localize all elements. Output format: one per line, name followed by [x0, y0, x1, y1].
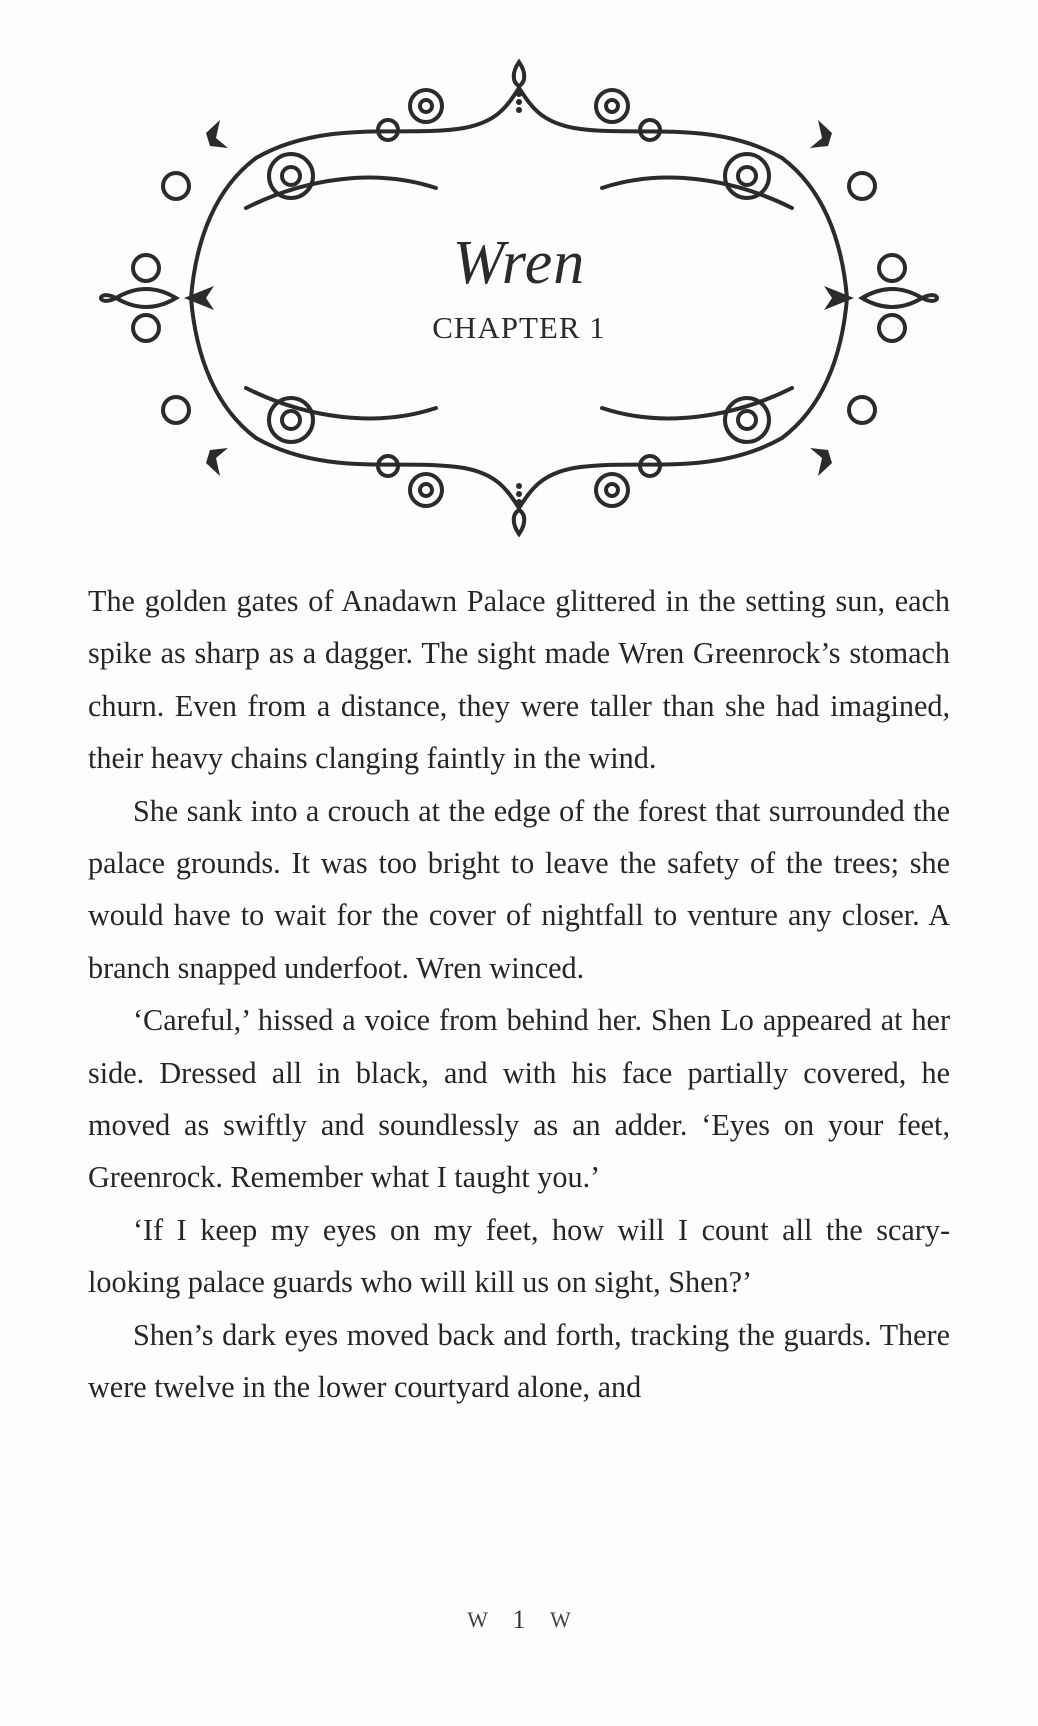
- paragraph: Shen’s dark eyes moved back and forth, tracking the guards. There were twelve in the lower courtyard alone, and: [88, 1317, 950, 1405]
- chapter-body: [88, 575, 950, 1414]
- page-number: 1: [512, 1605, 526, 1635]
- paragraph: ‘If I keep my eyes on my feet, how will I count all the scary-looking palace guards who will kill us on sight, Shen?’: [88, 1212, 950, 1300]
- paragraph: She sank into a crouch at the edge of the forest that surrounded the palace grounds. It was too bright to leave the safety of the trees; she would have to wait for the cover of nightfall to venture any closer. A branch snapped underfoot. Wren winced.: [88, 793, 950, 985]
- folio-right-ornament: W: [550, 1607, 571, 1633]
- page-footer: [0, 1603, 1038, 1635]
- paragraph: The golden gates of Anadawn Palace glittered in the setting sun, each spike as sharp as a dagger. The sight made Wren Greenrock’s stomach churn. Even from a distance, they were taller than she had imagined, their heavy chains clanging faintly in the wind.: [88, 584, 950, 776]
- chapter-number: CHAPTER 1: [432, 310, 606, 345]
- folio-left-ornament: W: [467, 1607, 488, 1633]
- paragraph: ‘Careful,’ hissed a voice from behind her. Shen Lo appeared at her side. Dressed all in black, and with his face partially covered, he moved as swiftly and soundlessly as an adder. ‘Eyes on your feet, Greenrock. Remember what I taught you.’: [88, 1003, 950, 1195]
- chapter-title: Wren: [452, 229, 586, 297]
